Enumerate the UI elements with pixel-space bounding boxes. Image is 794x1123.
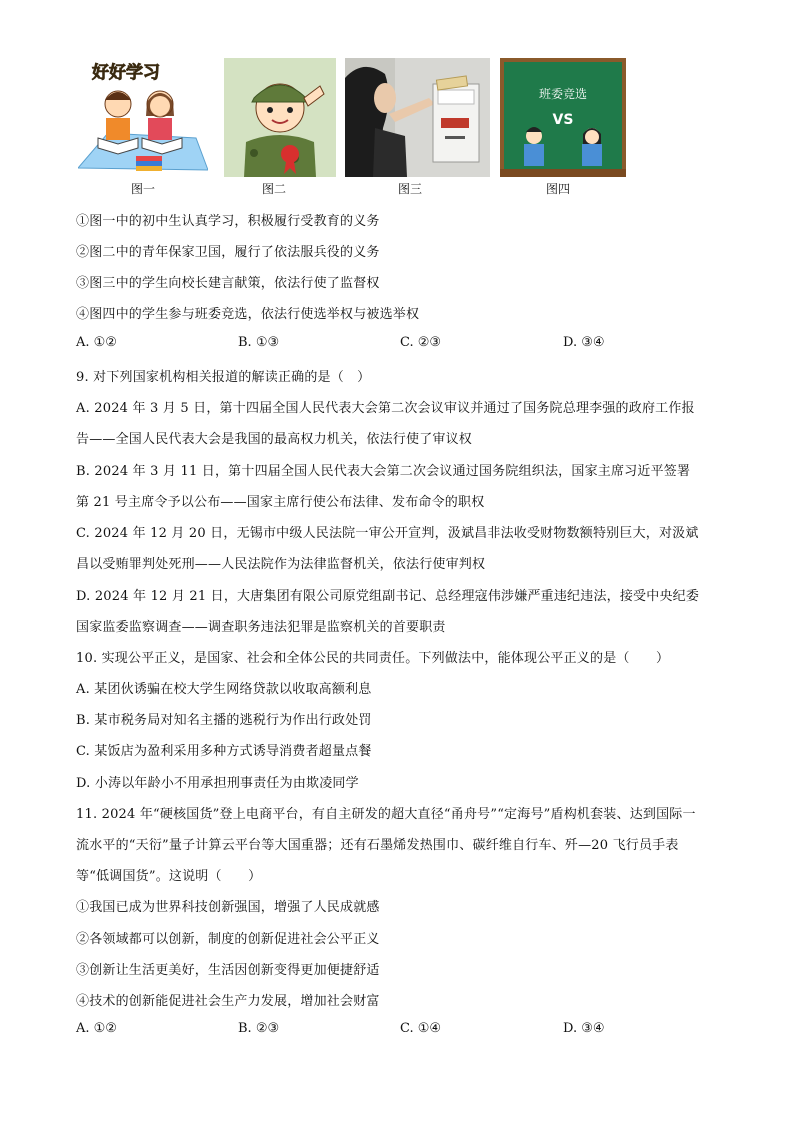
q11-option-c: C. ①④ xyxy=(400,1021,442,1036)
figure-2-caption: 图二 xyxy=(261,182,286,196)
figure-2-image xyxy=(224,58,336,177)
q9-option-c-line2: 昌以受贿罪判处死刑——人民法院作为法律监督机关，依法行使审判权 xyxy=(76,557,486,572)
q11-option-d: D. ③④ xyxy=(563,1021,605,1036)
figure-1-image xyxy=(78,58,208,177)
q8-option-c: C. ②③ xyxy=(400,335,442,350)
q11-statement-3: ③创新让生活更美好，生活因创新变得更加便捷舒适 xyxy=(76,963,380,978)
q9-option-b-line1: B. 2024 年 3 月 11 日，第十四届全国人民代表大会第二次会议通过国务院组织法，国家主席习近平签署 xyxy=(76,464,691,479)
q10-option-b: B. 某市税务局对知名主播的逃税行为作出行政处罚 xyxy=(76,713,372,728)
q9-option-a-line1: A. 2024 年 3 月 5 日，第十四届全国人民代表大会第二次会议审议并通过了国务院总理李强的政府工作报 xyxy=(76,401,695,416)
figure-4-caption: 图四 xyxy=(545,182,570,196)
q10-stem: 10. 实现公平正义，是国家、社会和全体公民的共同责任。下列做法中，能体现公平正义的是（ ） xyxy=(76,651,670,666)
q11-statement-4: ④技术的创新能促进社会生产力发展，增加社会财富 xyxy=(76,994,380,1009)
q10-option-d: D. 小涛以年龄小不用承担刑事责任为由欺凌同学 xyxy=(76,776,359,791)
figure-3-caption: 图三 xyxy=(397,182,422,196)
q11-option-a: A. ①② xyxy=(76,1021,117,1036)
q9-stem: 9. 对下列国家机构相关报道的解读正确的是（ ） xyxy=(76,370,371,385)
q11-statement-2: ②各领域都可以创新，制度的创新促进社会公平正义 xyxy=(76,932,380,947)
q9-option-c-line1: C. 2024 年 12 月 20 日，无锡市中级人民法院一审公开宣判，汲斌昌非法收受财物数额特别巨大，对汲斌 xyxy=(76,526,699,541)
q8-statement-3: ③图三中的学生向校长建言献策，依法行使了监督权 xyxy=(76,276,380,291)
q8-option-a: A. ①② xyxy=(76,335,117,350)
figure-4-board-title: 班委竞选 xyxy=(538,87,588,101)
q9-option-d-line1: D. 2024 年 12 月 21 日，大唐集团有限公司原党组副书记、总经理寇伟涉嫌严重违纪违法，接受中央纪委 xyxy=(76,589,700,604)
figure-1-caption: 图一 xyxy=(130,182,155,196)
q11-stem-line1: 11. 2024 年“硬核国货”登上电商平台，有自主研发的超大直径“甬舟号”“定海号”盾构机套装、达到国际一 xyxy=(76,807,696,822)
figure-1-banner: 好好学习 xyxy=(92,63,160,83)
figure-4-board-vs: VS xyxy=(552,112,574,128)
q9-option-a-line2: 告——全国人民代表大会是我国的最高权力机关，依法行使了审议权 xyxy=(76,432,473,447)
q10-option-a: A. 某团伙诱骗在校大学生网络贷款以收取高额利息 xyxy=(76,682,372,697)
q10-option-c: C. 某饭店为盈利采用多种方式诱导消费者超量点餐 xyxy=(76,744,372,759)
q8-option-b: B. ①③ xyxy=(238,335,280,350)
q11-stem-line2: 流水平的“天衍”量子计算云平台等大国重器；还有石墨烯发热围巾、碳纤维自行车、歼—20 飞行员手表 xyxy=(76,838,679,853)
q9-option-b-line2: 第 21 号主席令予以公布——国家主席行使公布法律、发布命令的职权 xyxy=(76,495,485,510)
q11-statement-1: ①我国已成为世界科技创新强国，增强了人民成就感 xyxy=(76,900,380,915)
q8-option-d: D. ③④ xyxy=(563,335,605,350)
q9-option-d-line2: 国家监委监察调查——调查职务违法犯罪是监察机关的首要职责 xyxy=(76,620,446,635)
figure-4-image xyxy=(500,58,626,177)
q8-statement-1: ①图一中的初中生认真学习，积极履行受教育的义务 xyxy=(76,214,380,229)
q8-statement-2: ②图二中的青年保家卫国，履行了依法服兵役的义务 xyxy=(76,245,380,260)
q8-statement-4: ④图四中的学生参与班委竞选，依法行使选举权与被选举权 xyxy=(76,307,420,322)
q11-option-b: B. ②③ xyxy=(238,1021,280,1036)
figure-3-image xyxy=(345,58,490,177)
q11-stem-line3: 等“低调国货”。这说明（ ） xyxy=(76,869,262,884)
